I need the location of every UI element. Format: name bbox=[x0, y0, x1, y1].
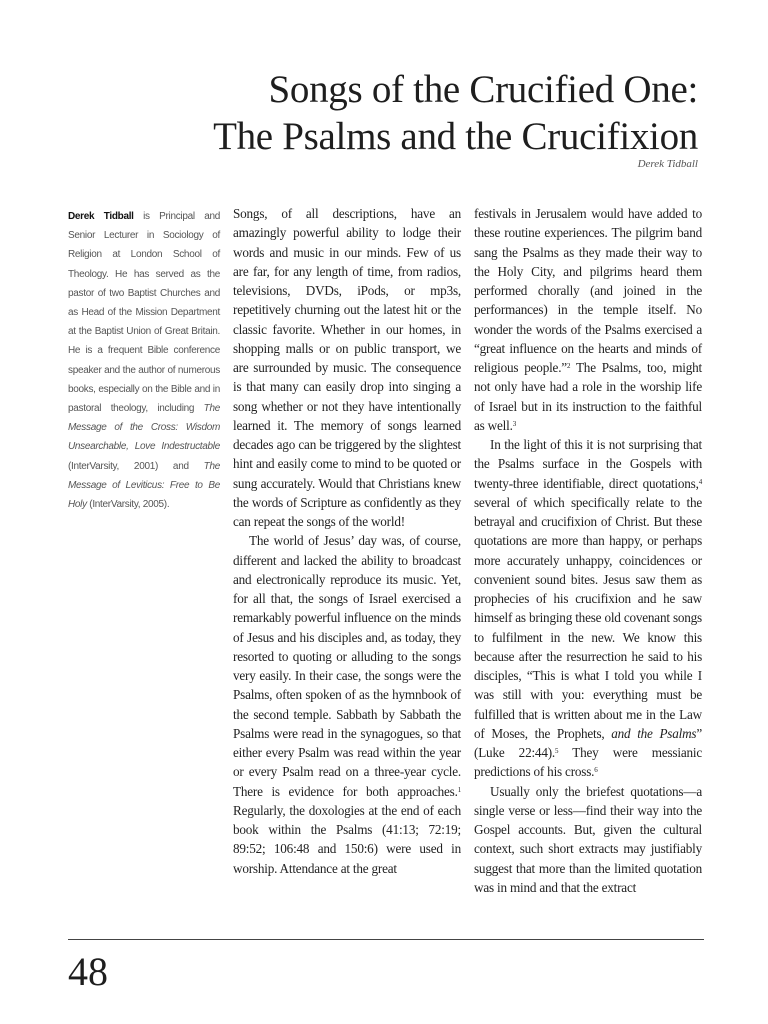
body-text: They were messianic predictions of his cross. bbox=[474, 745, 702, 780]
body-text: Regularly, the doxologies at the end of each book within the Psalms (41:13; 72:19; 89:52; 106:48 and 150:6) were used in worship. Attendance at the great bbox=[233, 802, 461, 876]
body-text: festivals in Jerusalem would have added to these routine experiences. The pilgrim band sang the Psalms as they made their way to the Holy City, and pilgrims heard them performed chorally (and joined in the performances) in the temple itself. No wonder the words of the Psalms exercised a “great influence on the hearts and minds of religious people.” bbox=[474, 206, 702, 375]
bio-book-title: The Message of the Cross: Wisdom Unsearchable, Love Indestructable bbox=[68, 403, 220, 453]
body-text: ” (Luke 22:44). bbox=[474, 725, 703, 760]
bio-text: (InterVarsity, 2001) and bbox=[68, 460, 204, 472]
article-title bbox=[213, 66, 698, 160]
footnote-marker: 1 bbox=[457, 785, 461, 794]
body-paragraph bbox=[474, 435, 702, 782]
body-column-2 bbox=[474, 204, 702, 897]
author-byline: Derek Tidball bbox=[637, 158, 698, 170]
body-paragraph bbox=[474, 204, 702, 435]
bio-author-name: Derek Tidball bbox=[68, 211, 134, 222]
author-bio bbox=[68, 207, 220, 514]
bio-text: is Principal and Senior Lecturer in Sociology of Religion at London School of Theology. He has served as the pastor of two Baptist Churches and as Head of the Mission Department at the Baptist Union of Great Britain. He is a frequent Bible conference speaker and the author of numerous books, especially on the Bible and in pastoral theology, including bbox=[68, 211, 220, 415]
footnote-marker: 3 bbox=[512, 419, 516, 428]
footnote-marker: 2 bbox=[566, 362, 571, 370]
article-title-line-1: Songs of the Crucified One: bbox=[268, 68, 698, 111]
body-column-1 bbox=[233, 204, 461, 878]
bio-text: (InterVarsity, 2005). bbox=[86, 499, 170, 511]
body-paragraph: Songs, of all descriptions, have an amazingly powerful ability to lodge their words and music in our minds. Few of us are far, for any length of time, from radios, televisions, DVDs, iPods, or mp3s, repetitively churning out the latest hit or the classic favorite. Whether in our homes, in shopping malls or on public transport, we are surrounded by music. The consequence is that many can easily drop into singing a song whether or not they have intentionally learned it. The memory of songs learned decades ago can be triggered by the slightest hint and easily come to mind to be quoted or sung accurately. Would that Christians knew the words of Scripture as confidently as they can repeat the songs of the world! bbox=[233, 206, 461, 529]
body-text: The world of Jesus’ day was, of course, different and lacked the ability to broadcast and electronically reproduce its music. Yet, for all that, the songs of Israel exercised a remarkably powerful influence on the minds of Jesus and his disciples and, as today, they resorted to quoting or alluding to the songs very easily. In their case, the songs were the Psalms, often spoken of as the hymnbook of the second temple. Sabbath by Sabbath the Psalms were read in the synagogues, so that either every Psalm was read within the year or every Psalm read on a three-year cycle. There is evidence for both approaches. bbox=[233, 533, 461, 799]
body-emphasis: and the Psalms bbox=[611, 725, 697, 741]
page-number: 48 bbox=[68, 949, 108, 994]
footer-rule bbox=[68, 939, 704, 940]
body-paragraph bbox=[233, 531, 461, 878]
bio-book-title: The Message of Leviticus: Free to Be Holy bbox=[68, 460, 220, 511]
article-title-line-2: The Psalms and the Crucifixion bbox=[213, 115, 698, 158]
body-text: In the light of this it is not surprising that the Psalms surface in the Gospels with twenty-three identifiable, direct quotations, bbox=[474, 437, 702, 491]
body-text: several of which specifically relate to the betrayal and crucifixion of Christ. But these quotations are more than happy, or perhaps more accurately unhappy, coincidences or convenient sound bites. Jesus saw them as prophecies of his crucifixion and he saw himself as bringing these old covenant songs to fulfilment in the new. We know this because after the resurrection he said to his disciples, “This is what I told you while I was still with you: everything must be fulfilled that is written about me in the Law of Moses, the Prophets, bbox=[474, 494, 702, 741]
footnote-marker: 6 bbox=[594, 766, 598, 775]
body-text: Usually only the briefest quotations—a single verse or less—find their way into the Gospel accounts. But, given the cultural context, such short extracts may justifiably suggest that more than the limited quotation was in mind and that the extract bbox=[474, 783, 702, 895]
body-paragraph bbox=[474, 782, 702, 898]
body-text: The Psalms, too, might not only have had a role in the worship life of Israel but in its instruction to the faithful as well. bbox=[474, 360, 702, 433]
footnote-marker: 5 bbox=[555, 747, 559, 755]
footnote-marker: 4 bbox=[698, 477, 702, 486]
